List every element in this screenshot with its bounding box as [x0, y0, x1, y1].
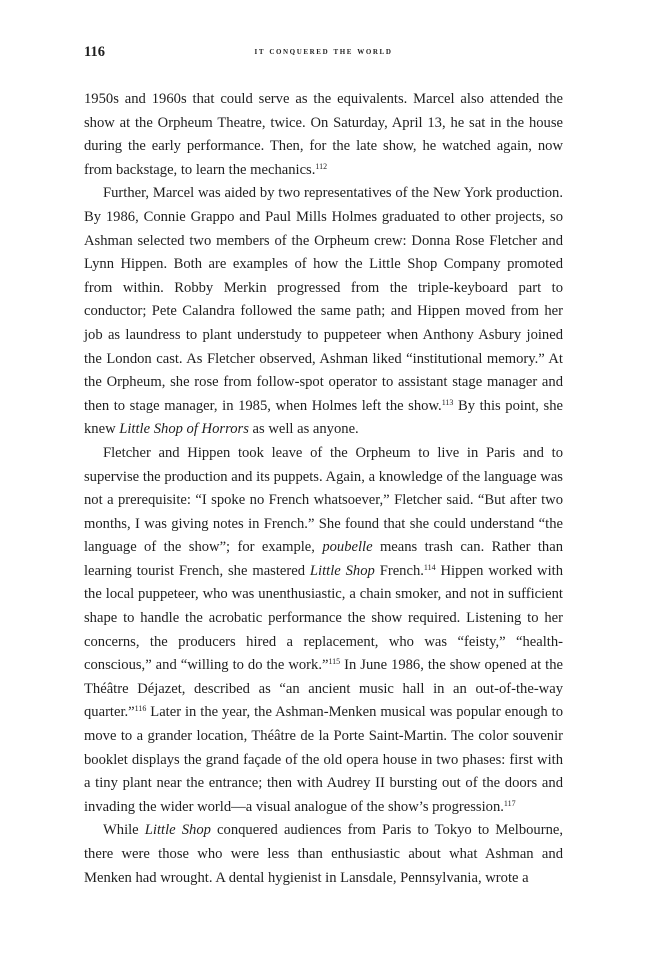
text-run: Fletcher and Hippen took leave of the Orpheum to live in Paris and to supervise the production and its puppets. Again, a knowledge of the language was not a prerequisite: “I spoke no French whatsoever,” Fletcher said. “But after two months, I was giving notes in French.” She found that she could understand “the language of the show”; for example,	[84, 444, 563, 556]
paragraph	[84, 442, 563, 820]
page-header	[84, 44, 563, 64]
text-run: Hippen worked with the local puppeteer, who was unenthusiastic, a chain smoker, and not in sufficient shape to handle the acrobatic performance the show required. Listening to her concerns, the producers hired a replacement, who was “feisty,” “health-conscious,” and “willing to do the work.”	[84, 562, 563, 674]
paragraph	[84, 88, 563, 182]
text-run: 1950s and 1960s that could serve as the equivalents. Marcel also attended the show at the Orpheum Theatre, twice. On Saturday, April 13, he sat in the house during the early performance. Then, for the late show, he watched again, now from backstage, to learn the mechanics.	[84, 91, 563, 178]
text-run: Further, Marcel was aided by two representatives of the New York production. By 1986, Connie Grappo and Paul Mills Holmes graduated to other projects, so Ashman selected two members of the Orpheum crew: Donna Rose Fletcher and Lynn Hippen. Both are examples of how the Little Shop Company promoted from within. Robby Merkin progressed from the triple-keyboard part to conductor; Pete Calandra followed the same path; and Hippen moved from her job as laundress to plant understudy to puppeteer when Anthony Asbury joined the London cast. As Fletcher observed, Ashman liked “institutional memory.” At the Orpheum, she rose from follow-spot operator to assistant stage manager and then to stage manager, in 1985, when Holmes left the show.	[84, 185, 563, 414]
footnote-marker: 114	[423, 562, 436, 572]
footnote-marker: 116	[134, 704, 147, 714]
text-run: Later in the year, the Ashman-Menken musical was popular enough to move to a grander location, Théâtre de la Porte Saint-Martin. The color souvenir booklet displays the grand façade of the old opera house in two phases: first with a tiny plant near the entrance; then with Audrey II bursting out of the doors and invading the wider world—a visual analogue of the show’s progression.	[84, 704, 563, 815]
body-text	[84, 88, 563, 890]
footnote-marker: 115	[328, 657, 341, 667]
footnote-marker: 112	[315, 161, 328, 171]
text-run: as well as anyone.	[248, 421, 359, 438]
paragraph	[84, 182, 563, 442]
footnote-marker: 117	[503, 798, 516, 808]
text-run: means trash can. Rather than learning tourist French, she mastered	[84, 539, 563, 579]
page-number: 116	[84, 44, 105, 60]
italic-text: poubelle	[322, 539, 373, 556]
text-run: In June 1986, the show opened at the Théâtre Déjazet, described as “an ancient music hall in an out-of-the-way quarter.”	[84, 657, 563, 721]
text-run: By this point, she knew	[84, 397, 564, 438]
text-run: conquered audiences from Paris to Tokyo to Melbourne, there were those who were less than enthusiastic about what Ashman and Menken had wrought. A dental hygienist in Lansdale, Pennsylvania, wrote a	[84, 822, 563, 886]
running-head: it conquered the world	[254, 46, 393, 57]
italic-text: Little Shop	[144, 822, 211, 839]
text-run: French.	[374, 562, 424, 579]
italic-text: Little Shop	[309, 562, 375, 579]
paragraph	[84, 819, 563, 890]
text-run: While	[103, 822, 145, 839]
footnote-marker: 113	[441, 397, 454, 407]
italic-text: Little Shop of Horrors	[119, 421, 249, 438]
